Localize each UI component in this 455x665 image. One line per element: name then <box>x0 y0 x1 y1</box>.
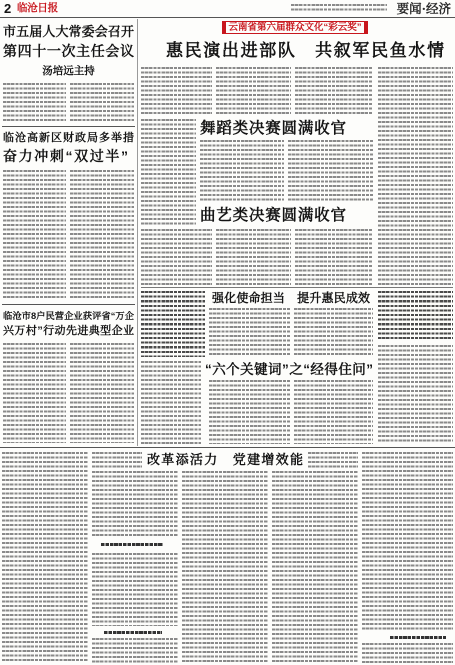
subheading-bar <box>101 543 163 546</box>
section-title: 要闻·经济 <box>396 1 451 16</box>
body-text-block <box>70 83 134 123</box>
dateline-text <box>291 4 387 11</box>
subheading-bar <box>390 636 446 639</box>
body-text-block <box>70 343 134 443</box>
body-text-block <box>294 308 373 357</box>
body-text-block-bold <box>141 291 205 357</box>
quyi-final-headline: 曲艺类决赛圆满收官 <box>200 207 346 224</box>
headline: 改革添活力 党建增效能 <box>147 452 303 467</box>
headline: 强化使命担当 提升惠民成效 <box>212 291 370 305</box>
body-text-block <box>295 229 373 285</box>
masthead-logo: 临沧日报 <box>17 2 58 14</box>
body-text-block <box>70 170 134 300</box>
body-text-block <box>362 643 453 663</box>
article-npc-meeting <box>0 19 136 125</box>
headline: “六个关键词”之“经得住问” <box>205 362 373 377</box>
article-six-keywords <box>140 359 378 446</box>
body-text-block <box>200 140 284 202</box>
body-text-block <box>3 343 66 443</box>
body-text-block <box>182 471 268 663</box>
body-text-block <box>209 380 290 444</box>
body-text-block <box>92 553 178 626</box>
body-text-block <box>272 471 358 663</box>
sidebar-column <box>378 289 453 446</box>
body-text-block <box>141 119 196 226</box>
main-headline: 惠民演出进部队 共叙军民鱼水情 <box>166 41 444 60</box>
body-text-block <box>141 67 212 115</box>
body-text-block <box>2 452 88 663</box>
body-text-block <box>92 452 142 468</box>
article-finance-bureau <box>0 128 136 302</box>
subheadline: 汤培远主持 <box>42 65 95 77</box>
body-text-block <box>362 452 453 632</box>
kicker-banner: 云南省第六届群众文化“彩云奖” <box>222 21 368 34</box>
subheading-bar <box>104 631 162 634</box>
article-private-enterprises <box>0 306 136 446</box>
dance-final-headline: 舞蹈类决赛圆满收官 <box>200 120 346 137</box>
article-divider <box>2 126 135 127</box>
body-text-block <box>209 308 290 357</box>
body-text-block <box>141 229 212 285</box>
body-text-block <box>378 345 453 444</box>
article-divider <box>141 287 453 288</box>
body-text-block <box>92 638 178 663</box>
column-divider <box>137 19 138 446</box>
headline-line-2: 奋力冲刺“双过半” <box>3 148 128 164</box>
article-mission <box>140 289 378 359</box>
body-text-block <box>141 361 201 444</box>
headline-line-2: 兴万村”行动先进典型企业 <box>3 325 134 337</box>
body-text-block <box>288 140 373 202</box>
page-number: 2 <box>4 1 12 16</box>
name-list-block <box>378 291 453 341</box>
article-reform <box>0 449 455 665</box>
body-text-block <box>216 67 291 115</box>
article-caiyun-award <box>140 19 455 286</box>
body-text-block <box>294 380 373 444</box>
article-divider <box>2 304 135 305</box>
body-text-block <box>216 229 291 285</box>
body-text-block <box>3 83 66 123</box>
headline-line-1: 市五届人大常委会召开 <box>3 24 134 39</box>
headline-line-1: 临沧高新区财政局多举措 <box>3 132 134 144</box>
body-text-block <box>378 67 453 285</box>
body-text-block <box>3 170 66 300</box>
headline-line-1: 临沧市8户民营企业获评省“万企 <box>3 311 134 321</box>
headline-line-2: 第四十一次主任会议 <box>3 43 134 59</box>
body-text-block <box>92 471 178 538</box>
body-text-block <box>295 67 373 115</box>
body-text-block <box>308 452 358 468</box>
